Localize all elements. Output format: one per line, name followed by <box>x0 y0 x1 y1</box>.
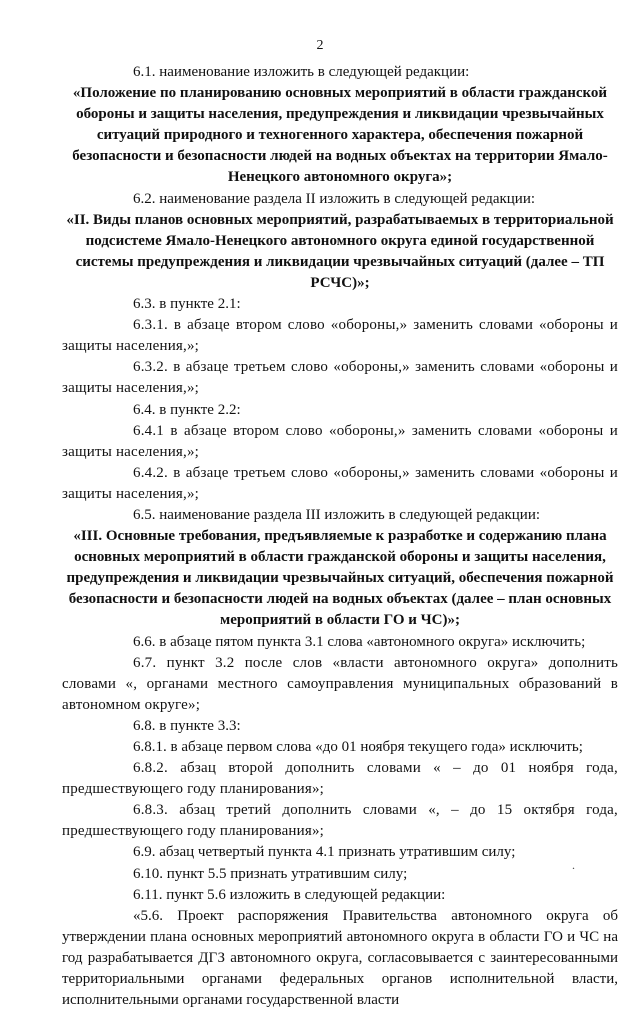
para-6-5: 6.5. наименование раздела III изложить в следующей редакции: <box>133 506 541 523</box>
para-6-2: 6.2. наименование раздела II изложить в следующей редакции: <box>133 190 536 207</box>
para-6-8-3: 6.8.3. абзац третий дополнить словами «, – до 15 октября года, предшествующего году планирования»; <box>62 802 618 840</box>
document-body <box>62 62 618 1011</box>
para-6-10: 6.10. пункт 5.5 признать утратившим силу; <box>133 865 408 882</box>
para-6-3: 6.3. в пункте 2.1: <box>133 296 241 313</box>
para-6-3-2: 6.3.2. в абзаце третьем слово «обороны,» заменить словами «обороны и защиты населения,»; <box>62 359 618 397</box>
para-6-6: 6.6. в абзаце пятом пункта 3.1 слова «автономного округа» исключить; <box>133 633 586 650</box>
para-6-4-2: 6.4.2. в абзаце третьем слово «обороны,» заменить словами «обороны и защиты населения,»; <box>62 464 618 502</box>
para-5-6-text: «5.6. Проект распоряжения Правительства автономного округа об утверждении плана основных мероприятий автономного округа в области ГО и ЧС на год разрабатывается ДГЗ автономного округа, согласовывается с заинтересованными территориальными органами федеральных органов исполнительной власти, исполнительными органами государственной власти <box>62 907 618 1009</box>
para-6-1: 6.1. наименование изложить в следующей редакции: <box>133 64 470 80</box>
para-6-3-1: 6.3.1. в абзаце втором слово «обороны,» заменить словами «обороны и защиты населения,»; <box>62 317 618 355</box>
para-6-8-1: 6.8.1. в абзаце первом слова «до 01 ноября текущего года» исключить; <box>133 739 583 755</box>
para-6-9: 6.9. абзац четвертый пункта 4.1 признать утратившим силу; <box>133 844 516 861</box>
para-6-4: 6.4. в пункте 2.2: <box>133 401 241 418</box>
para-6-8: 6.8. в пункте 3.3: <box>133 717 241 734</box>
para-6-8-2: 6.8.2. абзац второй дополнить словами « – до 01 ноября года, предшествующего году планирования»; <box>62 760 618 798</box>
page-number: 2 <box>316 38 324 53</box>
para-6-4-1: 6.4.1 в абзаце втором слово «обороны,» заменить словами «обороны и защиты населения,»; <box>62 422 618 460</box>
new-title-section-3: «III. Основные требования, предъявляемые к разработке и содержанию плана основных мероприятий в области гражданской обороны и защиты населения, предупреждения и ликвидации чрезвычайных ситуаций, обеспечения пожарной безопасности и безопасности людей на водных объектах (далее – план основных мероприятий в области ГО и ЧС)»; <box>66 528 614 629</box>
scan-mark: . <box>572 858 575 872</box>
para-6-7: 6.7. пункт 3.2 после слов «власти автономного округа» дополнить словами «, органами местного самоуправления муниципальных образований в автономном округе»; <box>62 654 618 713</box>
para-6-11: 6.11. пункт 5.6 изложить в следующей редакции: <box>133 886 446 903</box>
new-title-section-2: «II. Виды планов основных мероприятий, разрабатываемых в территориальной подсистеме Ямало-Ненецкого автономного округа единой государственной системы предупреждения и ликвидации чрезвычайных ситуаций (далее – ТП РСЧС)»; <box>66 211 614 291</box>
new-title-regulation: «Положение по планированию основных мероприятий в области гражданской обороны и защиты населения, предупреждения и ликвидации чрезвычайных ситуаций природного и техногенного характера, обеспечения пожарной безопасности и безопасности людей на водных объектах на территории Ямало-Ненецкого автономного округа»; <box>72 85 608 186</box>
